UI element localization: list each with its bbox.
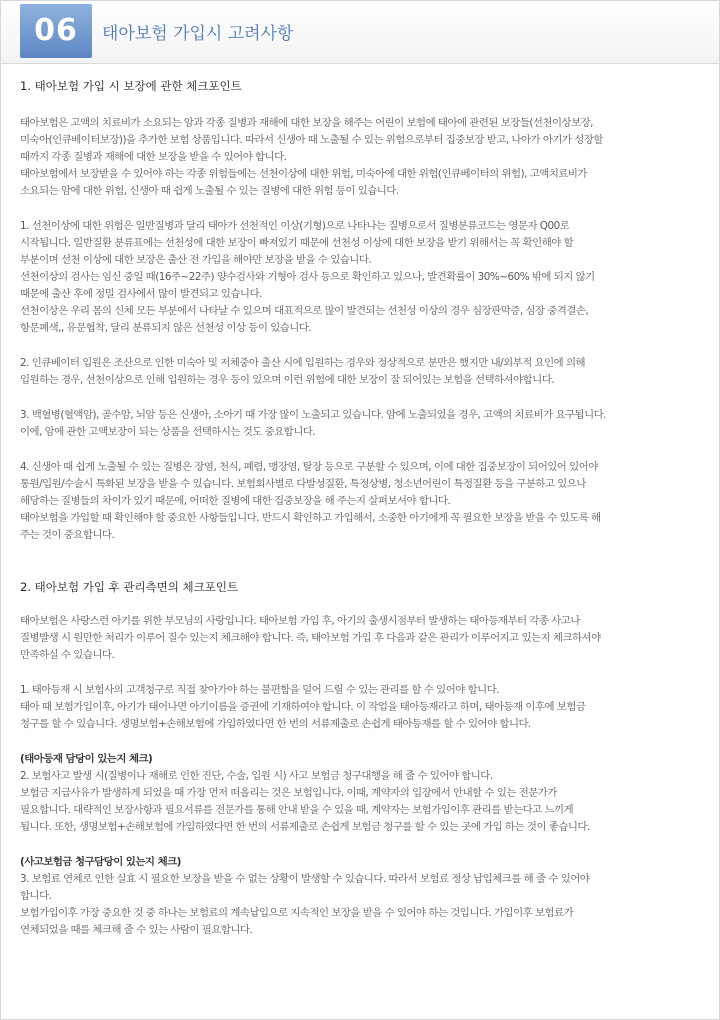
text-line: 태아보험은 고액의 치료비가 소요되는 암과 각종 질병과 재해에 대한 보장을 해주는 어린이 보험에 태아에 관련된 보장들(선천이상보장, bbox=[20, 117, 593, 129]
text-line: 태아보험은 사랑스런 아기를 위한 부모님의 사랑입니다. 태아보험 가입 후, 아기의 출생시점부터 발생하는 태아등재부터 각종 사고나 bbox=[20, 615, 580, 627]
text-line: 3. 백혈병(혈액암), 골수암, 뇌암 등은 신생아, 소아기 때 가장 많이 노출되고 있습니다. 암에 노출되었을 경우, 고액의 치료비가 요구됩니다. bbox=[20, 409, 606, 421]
text-line: 선천이상은 우리 몸의 신체 모든 부분에서 나타날 수 있으며 대표적으로 많이 발견되는 선천성 이상의 경우 심장판막증, 심장 중격결손, bbox=[20, 305, 589, 317]
section2-point2-heading: (태아등재 담당이 있는지 체크) bbox=[20, 753, 153, 765]
text-line: 부분이며 선천 이상에 대한 보장은 출산 전 가입을 해야만 보장을 받을 수 있습니다. bbox=[20, 254, 372, 266]
section1-point4 bbox=[20, 459, 700, 544]
page-title: 태아보험 가입시 고려사항 bbox=[102, 24, 294, 44]
text-line: 통원/입원/수술시 특화된 보장을 받을 수 있습니다. 보험회사별로 다발성질환, 특정상병, 청소년어린이 특정질환 등을 구분하고 있으나 bbox=[20, 478, 586, 490]
text-line: 됩니다. 또한, 생명보험+손해보험에 가입하였다면 한 번의 서류제출로 손쉽게 보험금 청구를 할 수 있는 곳에 가입 하는 것이 좋습니다. bbox=[20, 821, 590, 833]
text-line: 청구를 할 수 있습니다. 생명보험+손해보험에 가입하였다면 한 번의 서류제출로 손쉽게 태아등재를 할 수 있어야 합니다. bbox=[20, 718, 531, 730]
text-line: 태아보험에서 보장받을 수 있어야 하는 각종 위험들에는 선천이상에 대한 위험, 미숙아에 대한 위험(인큐베이터의 위험), 고액치료비가 bbox=[20, 168, 587, 180]
section-number-badge: 06 bbox=[20, 4, 92, 58]
text-line: 연체되었을 때를 체크해 줄 수 있는 사람이 필요합니다. bbox=[20, 924, 253, 936]
text-line: 때문에 출산 후에 정밀 검사에서 많이 발견되고 있습니다. bbox=[20, 288, 262, 300]
text-line: 소요되는 암에 대한 위험, 신생아 때 쉽게 노출될 수 있는 질병에 대한 위험 등이 있습니다. bbox=[20, 185, 399, 197]
text-line: 주는 것이 중요합니다. bbox=[20, 529, 115, 541]
text-line: 시작됩니다. 일반질환 분류표에는 선천성에 대한 보장이 빠져있기 때문에 선천성 이상에 대한 보장을 받기 위해서는 꼭 확인해야 할 bbox=[20, 237, 574, 249]
section-header bbox=[1, 1, 719, 64]
text-line: 이에, 암에 관한 고액보장이 되는 상품을 선택하시는 것도 중요합니다. bbox=[20, 426, 316, 438]
text-line: 3. 보험료 연체로 인한 실효 시 필요한 보장을 받을 수 없는 상황이 발생할 수 있습니다. 따라서 보험료 정상 납입체크를 해 줄 수 있어야 bbox=[20, 873, 590, 885]
text-line: 해당하는 질병들의 차이가 있기 때문에, 어떠한 질병에 대한 집중보장을 해 주는지 살펴보셔야 합니다. bbox=[20, 495, 451, 507]
section2-point3-heading: (사고보험금 청구담당이 있는지 체크) bbox=[20, 856, 181, 868]
section1-point1 bbox=[20, 218, 700, 337]
text-line: 입원하는 경우, 선천이상으로 인해 입원하는 경우 등이 있으며 이런 위험에 대한 보장이 잘 되어있는 보험을 선택하셔야합니다. bbox=[20, 374, 555, 386]
text-line: 필요합니다. 대략적인 보장사항과 필요서류를 전문가를 통해 안내 받을 수 있을 때, 계약자는 보험가입이후 관리를 받는다고 느끼게 bbox=[20, 804, 574, 816]
text-line: 만족하실 수 있습니다. bbox=[20, 649, 115, 661]
section1-point3 bbox=[20, 407, 700, 441]
section2-point1 bbox=[20, 682, 700, 733]
text-line: 1. 태아등재 시 보험사의 고객청구로 직접 찾아가야 하는 불편함을 덜어 드릴 수 있는 관리를 할 수 있어야 합니다. bbox=[20, 684, 500, 696]
section1-intro bbox=[20, 115, 700, 200]
text-line: 선천이상의 검사는 임신 중일 때(16주~22주) 양수검사와 기형아 검사 등으로 확인하고 있으나, 발견확률이 30%~60% 밖에 되지 않기 bbox=[20, 271, 595, 283]
section2-point2 bbox=[20, 768, 700, 836]
section2-intro bbox=[20, 613, 700, 664]
section1-title: 1. 태아보험 가입 시 보장에 관한 체크포인트 bbox=[20, 79, 242, 93]
section2-title: 2. 태아보험 가입 후 관리측면의 체크포인트 bbox=[20, 580, 239, 594]
text-line: 태아 때 보험가입이후, 아기가 태어나면 아기이름을 증권에 기재하여야 합니다. 이 작업을 태아등재라고 하며, 태아등재 이후에 보험금 bbox=[20, 701, 586, 713]
text-line: 2. 보험사고 발생 시(질병이나 재해로 인한 진단, 수술, 입원 시) 사고 보험금 청구대행을 해 줄 수 있어야 합니다. bbox=[20, 770, 493, 782]
text-line: 1. 선천이상에 대한 위험은 일반질병과 달리 태아가 선천적인 이상(기형)으로 나타나는 질병으로서 질병분류코드는 영문자 Q00로 bbox=[20, 220, 570, 232]
text-line: 4. 신생아 때 쉽게 노출될 수 있는 질병은 장염, 천식, 폐렴, 맹장염, 탈장 등으로 구분할 수 있으며, 이에 대한 집중보장이 되어있어 있어야 bbox=[20, 461, 598, 473]
section1-point2 bbox=[20, 355, 700, 389]
text-line: 질병발생 시 원만한 처리가 이루어 질수 있는지 체크해야 합니다. 즉, 태아보험 가입 후 다음과 같은 관리가 이루어지고 있는지 체크하셔야 bbox=[20, 632, 601, 644]
text-line: 태아보험을 가입할 때 확인해야 할 중요한 사항들입니다. 반드시 확인하고 가입해서, 소중한 아기에게 꼭 필요한 보장을 받을 수 있도록 해 bbox=[20, 512, 601, 524]
content-body bbox=[20, 77, 700, 939]
text-line: 때까지 각종 질병과 재해에 대한 보장을 받을 수 있어야 합니다. bbox=[20, 151, 287, 163]
text-line: 항문폐색,, 유문협착, 달리 분류되지 않은 선천성 이상 등이 있습니다. bbox=[20, 322, 312, 334]
text-line: 2. 인큐베이터 입원은 조산으로 인한 미숙아 및 저체중아 출산 시에 입원하는 경우와 정상적으로 분만은 했지만 내/외부적 요인에 의해 bbox=[20, 357, 586, 369]
text-line: 보험금 지급사유가 발생하게 되었을 때 가장 먼저 떠올리는 것은 보험입니다. 이때, 계약자의 입장에서 안내할 수 있는 전문가가 bbox=[20, 787, 557, 799]
text-line: 미숙아(인큐베이터보장))을 추가한 보험 상품입니다. 따라서 신생아 때 노출될 수 있는 위험으로부터 집중보장 받고, 나아가 아기가 성장할 bbox=[20, 134, 603, 146]
text-line: 합니다. bbox=[20, 890, 52, 902]
text-line: 보험가입이후 가장 중요한 것 중 하나는 보험료의 계속납입으로 지속적인 보장을 받을 수 있어야 하는 것입니다. 가입이후 보험료가 bbox=[20, 907, 574, 919]
section2-point3 bbox=[20, 871, 700, 939]
